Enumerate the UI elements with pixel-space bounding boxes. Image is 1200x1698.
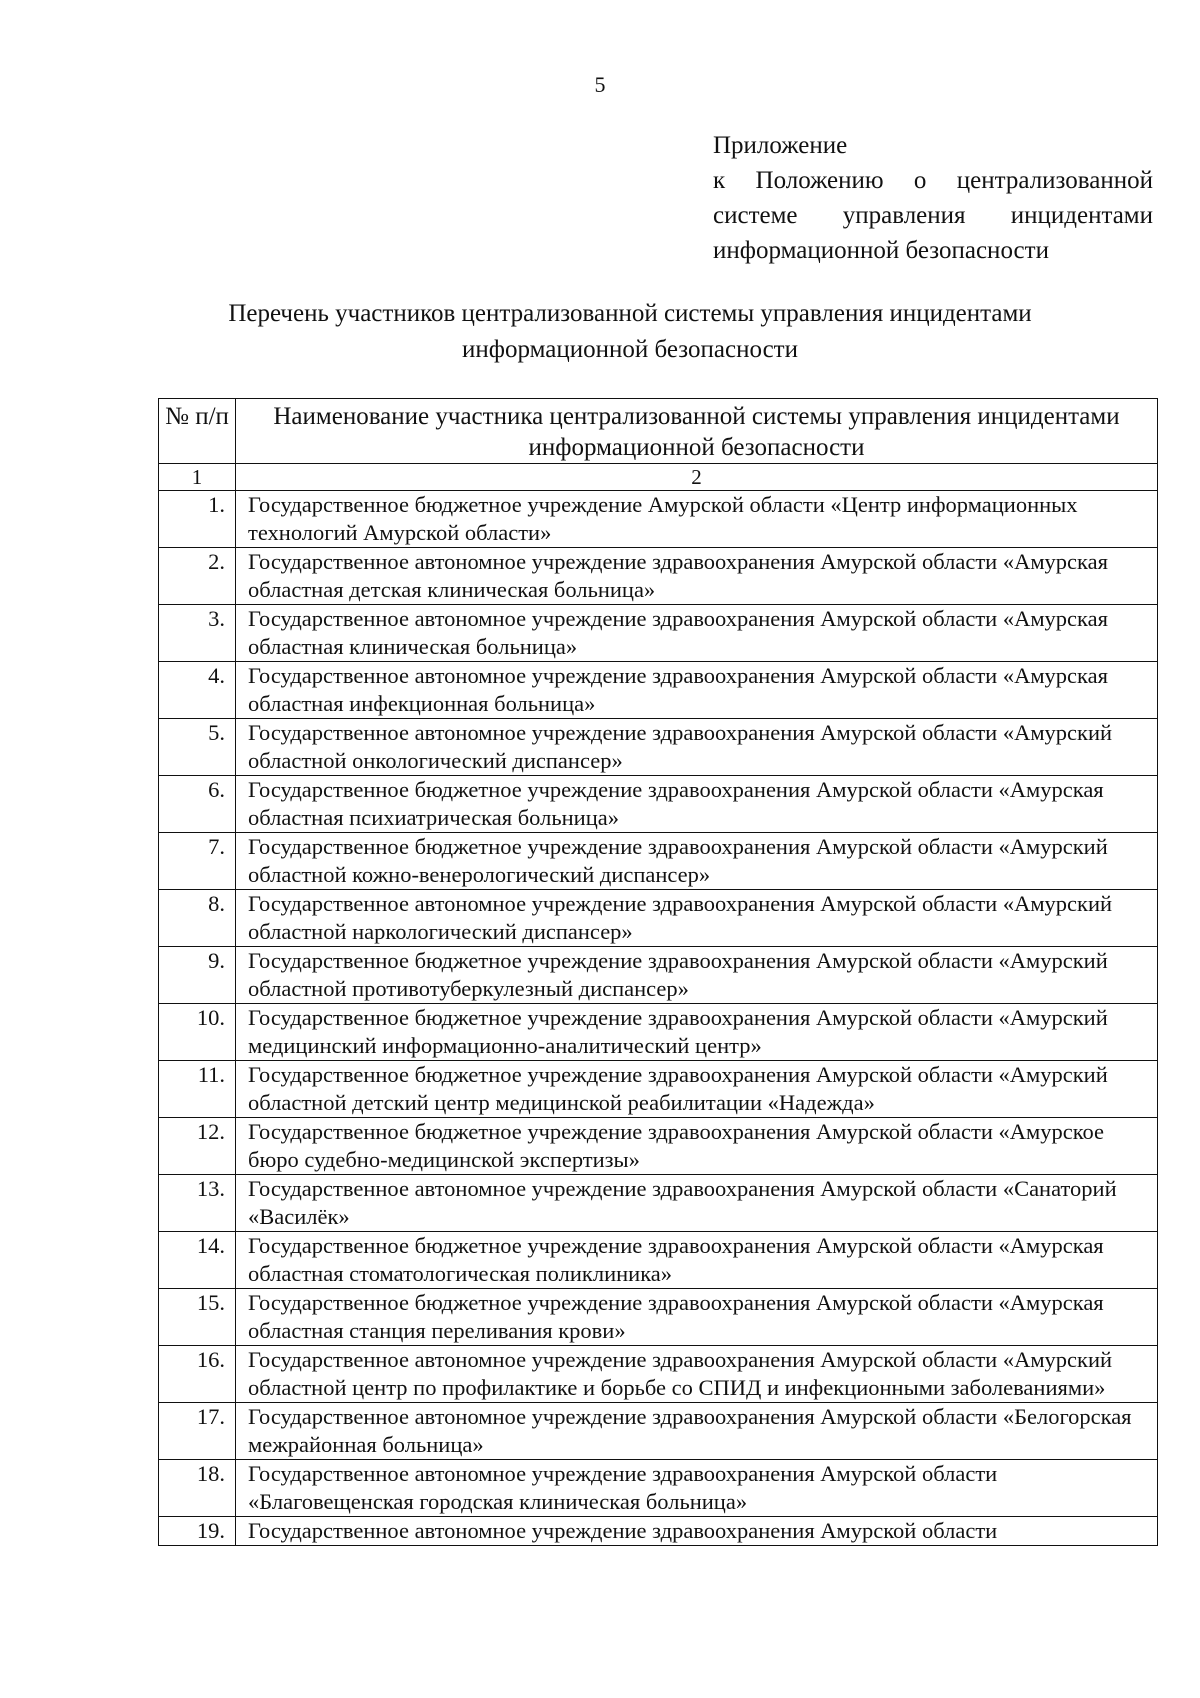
table-row (159, 1232, 1158, 1289)
table-row (159, 833, 1158, 890)
table-row (159, 1175, 1158, 1232)
table-row (159, 1403, 1158, 1460)
table-header-row (159, 399, 1158, 464)
appendix-line: информационной безопасности (713, 237, 1049, 264)
table-row (159, 491, 1158, 548)
table-row (159, 1346, 1158, 1403)
table-row (159, 1289, 1158, 1346)
appendix-line: системе управления инцидентами (713, 202, 1153, 229)
row-number: 5. (159, 719, 236, 776)
header-name: Наименование участника централизованной системы управления инцидентами информационной безопасности (236, 399, 1158, 464)
row-number: 12. (159, 1118, 236, 1175)
row-participant-name: Государственное автономное учреждение здравоохранения Амурской области «Амурская областная инфекционная больница» (236, 662, 1158, 719)
row-number: 15. (159, 1289, 236, 1346)
row-participant-name: Государственное автономное учреждение здравоохранения Амурской области «Амурская областная клиническая больница» (236, 605, 1158, 662)
row-number: 19. (159, 1517, 236, 1546)
appendix-heading: Приложение (713, 132, 848, 159)
row-participant-name: Государственное бюджетное учреждение здравоохранения Амурской области «Амурская областная психиатрическая больница» (236, 776, 1158, 833)
row-participant-name: Государственное бюджетное учреждение здравоохранения Амурской области «Амурское бюро судебно-медицинской экспертизы» (236, 1118, 1158, 1175)
row-participant-name: Государственное бюджетное учреждение Амурской области «Центр информационных технологий Амурской области» (236, 491, 1158, 548)
row-number: 9. (159, 947, 236, 1004)
row-participant-name: Государственное автономное учреждение здравоохранения Амурской области «Белогорская межрайонная больница» (236, 1403, 1158, 1460)
document-title-line: Перечень участников централизованной системы управления инцидентами (228, 300, 1032, 327)
row-number: 10. (159, 1004, 236, 1061)
row-number: 1. (159, 491, 236, 548)
row-number: 11. (159, 1061, 236, 1118)
row-participant-name: Государственное автономное учреждение здравоохранения Амурской области «Амурский областной наркологический диспансер» (236, 890, 1158, 947)
document-title-line: информационной безопасности (462, 336, 798, 363)
row-participant-name: Государственное автономное учреждение здравоохранения Амурской области «Амурская областная детская клиническая больница» (236, 548, 1158, 605)
table-row (159, 1004, 1158, 1061)
table-row (159, 1118, 1158, 1175)
table-row (159, 719, 1158, 776)
row-number: 2. (159, 548, 236, 605)
table-row (159, 1460, 1158, 1517)
row-participant-name: Государственное автономное учреждение здравоохранения Амурской области (236, 1517, 1158, 1546)
header-number: № п/п (159, 399, 236, 464)
row-participant-name: Государственное бюджетное учреждение здравоохранения Амурской области «Амурский областной противотуберкулезный диспансер» (236, 947, 1158, 1004)
appendix-line: к Положению о централизованной (713, 167, 1153, 194)
row-number: 3. (159, 605, 236, 662)
row-number: 17. (159, 1403, 236, 1460)
table-row (159, 947, 1158, 1004)
participants-table (158, 398, 1158, 1546)
row-number: 8. (159, 890, 236, 947)
row-participant-name: Государственное автономное учреждение здравоохранения Амурской области «Амурский областной онкологический диспансер» (236, 719, 1158, 776)
table-row (159, 1061, 1158, 1118)
row-participant-name: Государственное автономное учреждение здравоохранения Амурской области «Благовещенская городская клиническая больница» (236, 1460, 1158, 1517)
column-index: 2 (236, 464, 1158, 491)
table-row (159, 662, 1158, 719)
row-number: 18. (159, 1460, 236, 1517)
table-row (159, 776, 1158, 833)
appendix-block (713, 128, 1153, 268)
row-number: 7. (159, 833, 236, 890)
row-participant-name: Государственное бюджетное учреждение здравоохранения Амурской области «Амурский областной кожно-венерологический диспансер» (236, 833, 1158, 890)
row-number: 16. (159, 1346, 236, 1403)
row-number: 13. (159, 1175, 236, 1232)
row-number: 4. (159, 662, 236, 719)
column-index-row (159, 464, 1158, 491)
document-title (150, 296, 1110, 368)
row-number: 6. (159, 776, 236, 833)
row-participant-name: Государственное автономное учреждение здравоохранения Амурской области «Амурский областной центр по профилактике и борьбе со СПИД и инфекционными заболеваниями» (236, 1346, 1158, 1403)
row-number: 14. (159, 1232, 236, 1289)
table-row (159, 548, 1158, 605)
row-participant-name: Государственное бюджетное учреждение здравоохранения Амурской области «Амурский медицинский информационно-аналитический центр» (236, 1004, 1158, 1061)
page-number: 5 (594, 72, 606, 97)
table-row (159, 605, 1158, 662)
column-index: 1 (159, 464, 236, 491)
row-participant-name: Государственное бюджетное учреждение здравоохранения Амурской области «Амурский областной детский центр медицинской реабилитации «Надежда» (236, 1061, 1158, 1118)
table-row (159, 890, 1158, 947)
row-participant-name: Государственное бюджетное учреждение здравоохранения Амурской области «Амурская областная станция переливания крови» (236, 1289, 1158, 1346)
row-participant-name: Государственное автономное учреждение здравоохранения Амурской области «Санаторий «Василёк» (236, 1175, 1158, 1232)
table-row (159, 1517, 1158, 1546)
row-participant-name: Государственное бюджетное учреждение здравоохранения Амурской области «Амурская областная стоматологическая поликлиника» (236, 1232, 1158, 1289)
